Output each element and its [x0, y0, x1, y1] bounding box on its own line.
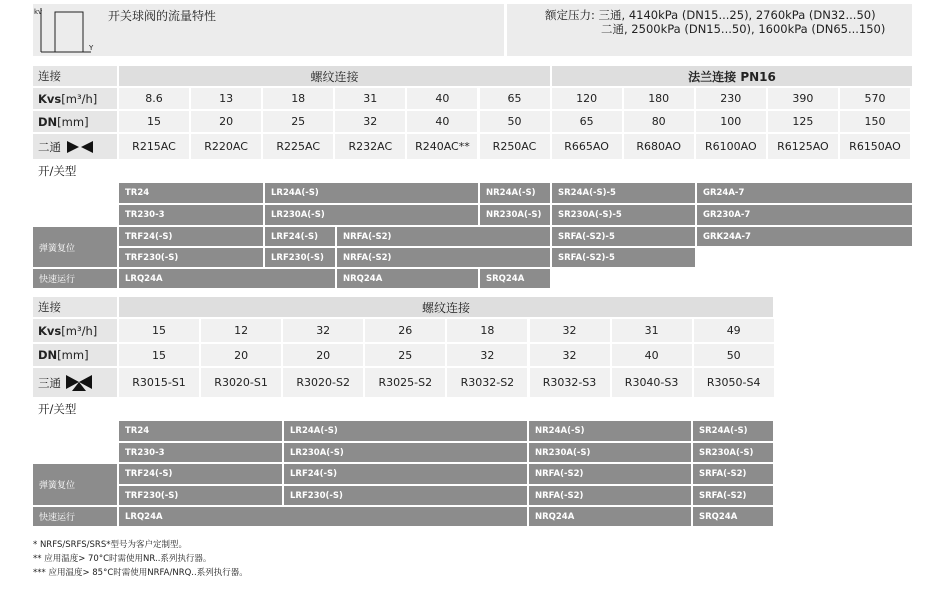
- t2-two-way-label: [33, 134, 117, 159]
- t2-actuator-nr230: NR230A(-S): [480, 205, 550, 225]
- t2-actuator-trf230: TRF230(-S): [119, 248, 263, 267]
- t3-actuator-sr24: SR24A(-S): [693, 421, 773, 441]
- t2-dn-cell: 150: [840, 111, 910, 132]
- t2-model-cell: R6100AO: [696, 134, 766, 159]
- t2-onoff-label: 开/关型: [38, 164, 77, 178]
- t2-kvs-cell: 230: [696, 88, 766, 109]
- t2-dn-cell: 15: [119, 111, 189, 132]
- t2-fast-running-label: 快速运行: [33, 269, 117, 288]
- t3-actuator-lrf230: LRF230(-S): [284, 486, 527, 505]
- t3-model-cell: R3040-S3: [612, 368, 692, 397]
- t2-model-cell: R225AC: [263, 134, 333, 159]
- t2-flanged-header: 法兰连接 PN16: [552, 66, 912, 86]
- graph-axis-y-label: kv: [34, 8, 43, 16]
- t2-model-cell: R232AC: [335, 134, 405, 159]
- t2-actuator-sr24: SR24A(-S)-5: [552, 183, 695, 203]
- t2-actuator-gr230: GR230A-7: [697, 205, 912, 225]
- t3-model-cell: R3020-S2: [283, 368, 363, 397]
- t2-kvs-cell: 570: [840, 88, 910, 109]
- t2-model-cell: R250AC: [480, 134, 550, 159]
- t3-kvs-cell: 49: [694, 319, 774, 342]
- t2-kvs-cell: 65: [480, 88, 550, 109]
- t2-kvs-cell: 180: [624, 88, 694, 109]
- t2-kvs-cell: 18: [263, 88, 333, 109]
- t2-actuator-lrf230: LRF230(-S): [265, 248, 335, 267]
- three-way-valve-icon: [65, 374, 93, 392]
- t2-actuator-nrfa-1: NRFA(-S2): [337, 227, 550, 246]
- t3-actuator-lr230: LR230A(-S): [284, 443, 527, 462]
- t3-dn-unit: [mm]: [57, 348, 89, 362]
- t3-dn-label: [33, 344, 117, 366]
- t2-actuator-srfa-2: SRFA(-S2)-5: [552, 248, 695, 267]
- t3-onoff-label: 开/关型: [38, 401, 77, 416]
- t3-kvs-cell: 26: [365, 319, 445, 342]
- t3-actuator-lrq24: LRQ24A: [119, 507, 527, 526]
- t2-actuator-lrf24: LRF24(-S): [265, 227, 335, 246]
- graph-axis-x-label: Y: [89, 44, 94, 52]
- t3-kvs-cell: 31: [612, 319, 692, 342]
- t2-actuator-srq24: SRQ24A: [480, 269, 550, 288]
- t2-dn-unit: [mm]: [57, 114, 89, 129]
- t2-actuator-lr24: LR24A(-S): [265, 183, 478, 203]
- t3-actuator-trf24: TRF24(-S): [119, 464, 282, 484]
- flow-characteristic-graph: [33, 4, 97, 56]
- t3-dn-text: DN: [38, 348, 58, 362]
- t2-dn-cell: 100: [696, 111, 766, 132]
- t3-actuator-lrf24: LRF24(-S): [284, 464, 527, 484]
- t2-model-cell: R665AO: [552, 134, 622, 159]
- t2-threaded-header: 螺纹连接: [119, 66, 550, 86]
- t3-model-cell: R3025-S2: [365, 368, 445, 397]
- t3-dn-cell: 32: [530, 344, 610, 366]
- t2-kvs-cell: 390: [768, 88, 838, 109]
- t2-actuator-srfa-1: SRFA(-S2)-5: [552, 227, 695, 246]
- rated-pressure-line-1: 额定压力: 三通, 4140kPa (DN15...25), 2760kPa (DN32...50): [545, 8, 876, 22]
- t2-dn-cell: 125: [768, 111, 838, 132]
- t3-fast-running-label: 快速运行: [33, 507, 117, 526]
- t2-model-cell: R240AC**: [407, 134, 477, 159]
- two-way-valve-icon: [66, 140, 94, 154]
- t3-dn-cell: 25: [365, 344, 445, 366]
- t2-actuator-trf24: TRF24(-S): [119, 227, 263, 246]
- t3-kvs-unit: [m³/h]: [61, 323, 98, 338]
- t2-kvs-cell: 8.6: [119, 88, 189, 109]
- rated-pressure-line-2: 二通, 2500kPa (DN15...50), 1600kPa (DN65...150): [601, 22, 886, 36]
- t3-dn-cell: 15: [119, 344, 199, 366]
- t3-model-cell: R3020-S1: [201, 368, 281, 397]
- t3-three-way-label: [33, 368, 117, 397]
- t3-kvs-label: [33, 319, 117, 342]
- t2-actuator-lrq24: LRQ24A: [119, 269, 335, 288]
- t3-three-way-text: 三通: [38, 375, 61, 390]
- t2-actuator-lr230: LR230A(-S): [265, 205, 478, 225]
- t2-kvs-unit: [m³/h]: [61, 91, 98, 106]
- t2-actuator-nr24: NR24A(-S): [480, 183, 550, 203]
- t2-model-cell: R6125AO: [768, 134, 838, 159]
- t2-model-cell: R215AC: [119, 134, 189, 159]
- t2-model-cell: R680AO: [624, 134, 694, 159]
- t2-kvs-cell: 13: [191, 88, 261, 109]
- t3-actuator-sr230: SR230A(-S): [693, 443, 773, 462]
- footnote-1: * NRFS/SRFS/SRS*型号为客户定制型。: [33, 540, 187, 550]
- t3-threaded-header: 螺纹连接: [119, 297, 773, 317]
- t3-kvs-cell: 15: [119, 319, 199, 342]
- t3-kvs-cell: 32: [530, 319, 610, 342]
- t2-actuator-tr24: TR24: [119, 183, 263, 203]
- t2-kvs-cell: 40: [407, 88, 477, 109]
- t2-kvs-text: Kvs: [38, 91, 62, 106]
- t3-actuator-nrfa-2: NRFA(-S2): [529, 486, 691, 505]
- t2-two-way-text: 二通: [38, 139, 61, 154]
- t3-model-cell: R3015-S1: [119, 368, 199, 397]
- t2-kvs-cell: 31: [335, 88, 405, 109]
- footnote-3: *** 应用温度> 85°C时需使用NRFA/NRQ..系列执行器。: [33, 568, 248, 578]
- t3-kvs-text: Kvs: [38, 323, 62, 338]
- t2-model-cell: R220AC: [191, 134, 261, 159]
- t3-spring-return-label: 弹簧复位: [33, 464, 117, 505]
- t3-actuator-tr24: TR24: [119, 421, 282, 441]
- t2-dn-text: DN: [38, 114, 58, 129]
- t2-kvs-cell: 120: [552, 88, 622, 109]
- t2-actuator-gr24: GR24A-7: [697, 183, 912, 203]
- t2-actuator-tr230: TR230-3: [119, 205, 263, 225]
- t3-connection-label: 连接: [33, 297, 117, 317]
- t3-actuator-nr230: NR230A(-S): [529, 443, 691, 462]
- t2-dn-cell: 20: [191, 111, 261, 132]
- t3-model-cell: R3050-S4: [694, 368, 774, 397]
- t2-actuator-nrfa-2: NRFA(-S2): [337, 248, 550, 267]
- t2-dn-cell: 32: [335, 111, 405, 132]
- header-left-panel: [33, 4, 504, 56]
- footnote-2: ** 应用温度> 70°C时需使用NR..系列执行器。: [33, 554, 212, 564]
- t3-model-cell: R3032-S3: [530, 368, 610, 397]
- t3-dn-cell: 32: [447, 344, 527, 366]
- t2-actuator-grk24: GRK24A-7: [697, 227, 912, 246]
- t3-actuator-srfa-2: SRFA(-S2): [693, 486, 773, 505]
- t3-actuator-lr24: LR24A(-S): [284, 421, 527, 441]
- t3-dn-cell: 50: [694, 344, 774, 366]
- page-title: 开关球阀的流量特性: [108, 9, 217, 23]
- t2-model-cell: R6150AO: [840, 134, 910, 159]
- t3-dn-cell: 20: [201, 344, 281, 366]
- t2-actuator-sr230: SR230A(-S)-5: [552, 205, 695, 225]
- t2-dn-label: [33, 111, 117, 132]
- t2-dn-cell: 65: [552, 111, 622, 132]
- t3-dn-cell: 20: [283, 344, 363, 366]
- t3-actuator-nrq24: NRQ24A: [529, 507, 691, 526]
- t3-kvs-cell: 18: [447, 319, 527, 342]
- t2-kvs-label: [33, 88, 117, 109]
- t2-connection-label: 连接: [33, 66, 117, 86]
- t3-model-cell: R3032-S2: [447, 368, 527, 397]
- t2-dn-cell: 40: [407, 111, 477, 132]
- t2-spring-return-label: 弹簧复位: [33, 227, 117, 267]
- t3-actuator-nrfa-1: NRFA(-S2): [529, 464, 691, 484]
- t2-dn-cell: 25: [263, 111, 333, 132]
- t2-actuator-nrq24: NRQ24A: [337, 269, 478, 288]
- t3-kvs-cell: 12: [201, 319, 281, 342]
- t3-actuator-nr24: NR24A(-S): [529, 421, 691, 441]
- t2-dn-cell: 80: [624, 111, 694, 132]
- t3-actuator-srfa-1: SRFA(-S2): [693, 464, 773, 484]
- t3-actuator-tr230: TR230-3: [119, 443, 282, 462]
- t3-actuator-srq24: SRQ24A: [693, 507, 773, 526]
- t2-dn-cell: 50: [480, 111, 550, 132]
- t3-dn-cell: 40: [612, 344, 692, 366]
- t3-actuator-trf230: TRF230(-S): [119, 486, 282, 505]
- t3-kvs-cell: 32: [283, 319, 363, 342]
